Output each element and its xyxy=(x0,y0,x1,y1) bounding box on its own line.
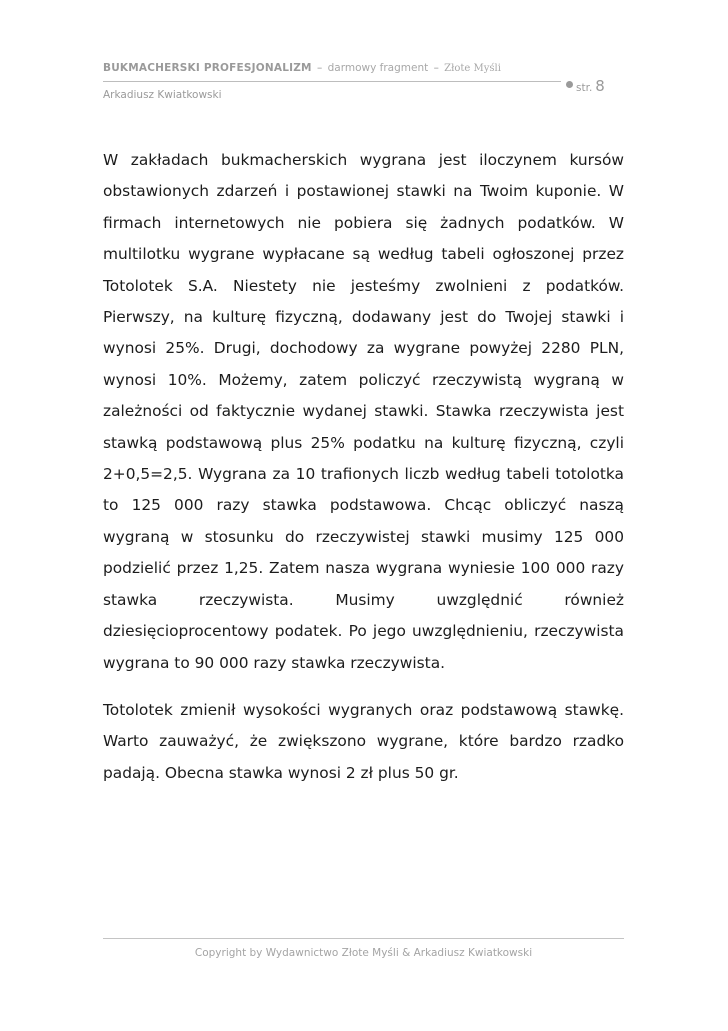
footer-divider xyxy=(103,938,624,939)
book-title: BUKMACHERSKI PROFESJONALIZM xyxy=(103,62,312,74)
header-subtitle: darmowy fragment xyxy=(327,62,429,74)
page-header xyxy=(103,62,623,112)
footer-copyright: Copyright by Wydawnictwo Złote Myśli & Arkadiusz Kwiatkowski xyxy=(194,947,533,959)
author-name: Arkadiusz Kwiatkowski xyxy=(103,89,222,101)
main-text xyxy=(103,145,624,805)
page-number xyxy=(566,76,605,95)
bullet-icon xyxy=(566,81,573,88)
page-label: str. xyxy=(576,82,593,94)
paragraph: Totolotek zmienił wysokości wygranych oraz podstawową stawkę. Warto zauważyć, że zwiększono wygrane, które bardzo rzadko padają. Obecna stawka wynosi 2 zł plus 50 gr. xyxy=(103,700,624,782)
header-title xyxy=(103,62,501,74)
paragraph: W zakładach bukmacherskich wygrana jest iloczynem kursów obstawionych zdarzeń i postawionej stawki na Twoim kuponie. W firmach internetowych nie pobiera się żadnych podatków. W multilotku wygrane wypłacane są według tabeli ogłoszonej przez Totolotek S.A. Niestety nie jesteśmy zwolnieni z podatków. Pierwszy, na kulturę fizyczną, dodawany jest do Twojej stawki i wynosi 25%. Drugi, dochodowy za wygrane powyżej 2280 PLN, wynosi 10%. Możemy, zatem policzyć rzeczywistą wygraną w zależności od faktycznie wydanej stawki. Stawka rzeczywista jest stawką podstawową plus 25% podatku na kulturę fizyczną, czyli 2+0,5=2,5. Wygrana za 10 trafionych liczb według tabeli totolotka to 125 000 razy stawka podstawowa. Chcąc obliczyć naszą wygraną w stosunku do rzeczywistej stawki musimy 125 000 podzielić przez 1,25. Zatem nasza wygrana wyniesie 100 000 razy stawka rzeczywista. Musimy uwzględnić również dziesięcioprocentowy podatek. Po jego uwzględnieniu, rzeczywista wygrana to 90 000 razy stawka rzeczywista. xyxy=(103,151,624,672)
header-separator: – xyxy=(433,62,439,74)
page-number-value: 8 xyxy=(595,77,605,95)
publisher-name: Złote Myśli xyxy=(444,63,501,74)
header-separator: – xyxy=(317,62,323,74)
header-divider xyxy=(103,81,561,82)
